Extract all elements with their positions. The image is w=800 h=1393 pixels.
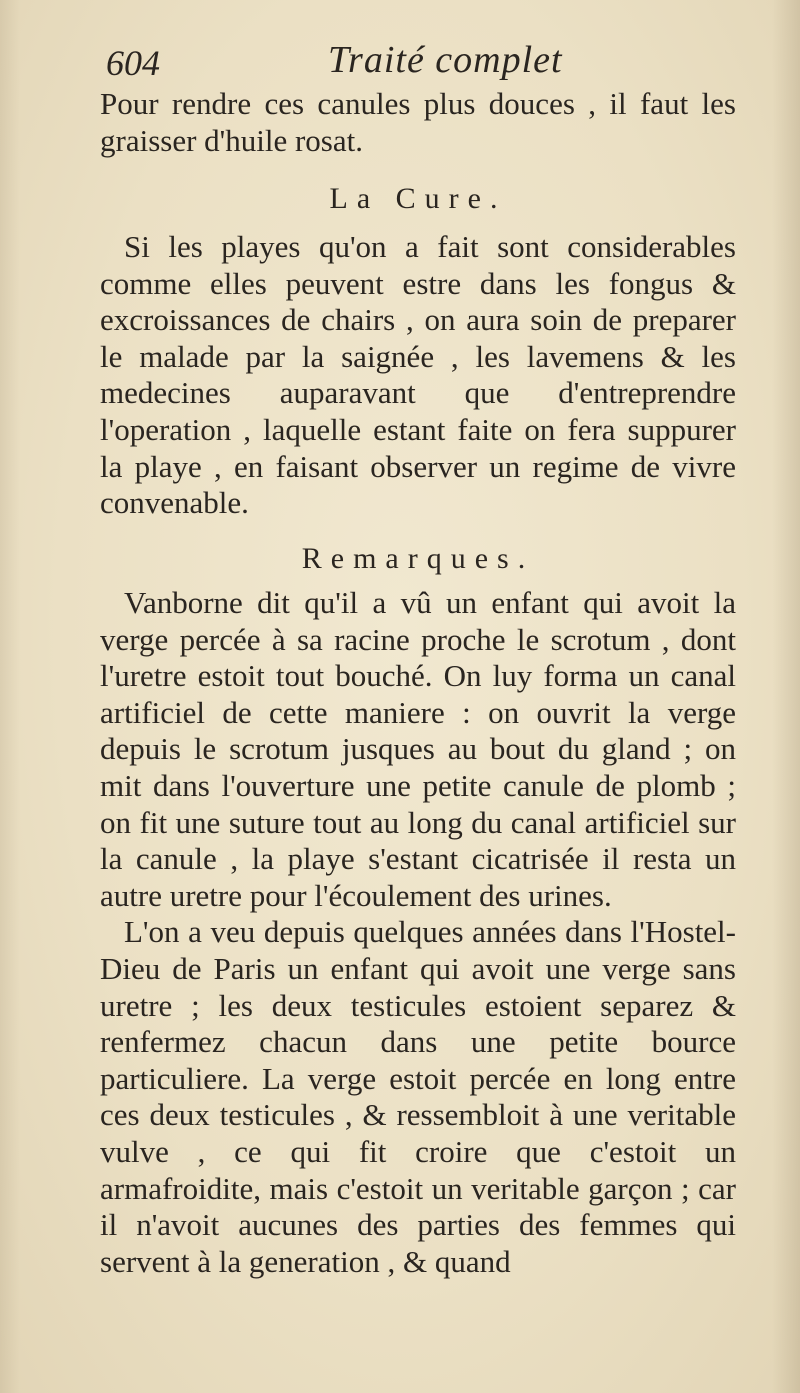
running-title: Traité complet [328,39,563,81]
remarques-paragraph-2: L'on a veu depuis quelques années dans l'Hostel-Dieu de Paris un enfant qui avoit une verge sans uretre ; les deux testicules estoient separez & renfermez chacun dans une petite bource particuliere. La verge estoit percée en long entre ces deux testicules , & ressembloit à une veritable vulve , ce qui fit croire que c'estoit un armafroidite, mais c'estoit un veritable garçon ; car il n'avoit aucunes des parties des femmes qui servent à la generation , & quand [100,914,736,1279]
page-gutter-shadow [0,0,20,1393]
cure-paragraph: Si les playes qu'on a fait sont considerables comme elles peuvent estre dans les fongus & excroissances de chairs , on aura soin de preparer le malade par la saignée , les lavemens & les medecines auparavant que d'entreprendre l'operation , laquelle estant faite on fera suppurer la playe , en faisant observer un regime de vivre convenable. [100,229,736,521]
page-edge-shadow [772,0,800,1393]
section-heading-remarques: Remarques. [301,542,535,575]
section-heading-cure: La Cure. [329,182,507,215]
intro-text [100,86,736,159]
intro-paragraph: Pour rendre ces canules plus douces , il faut les graisser d'huile rosat. [100,86,736,158]
cure-text [100,229,736,522]
remarques-paragraph-1: Vanborne dit qu'il a vû un enfant qui avoit la verge percée à sa racine proche le scrotum , dont l'uretre estoit tout bouché. On luy forma un canal artificiel de cette maniere : on ouvrit la verge depuis le scrotum jusques au bout du gland ; on mit dans l'ouverture une petite canule de plomb ; on fit une suture tout au long du canal artificiel sur la canule , la playe s'estant cicatrisée il resta un autre uretre pour l'écoulement des urines. [100,585,736,913]
page-header [96,38,746,88]
page-number: 604 [106,43,160,83]
remarques-text [100,585,736,1280]
